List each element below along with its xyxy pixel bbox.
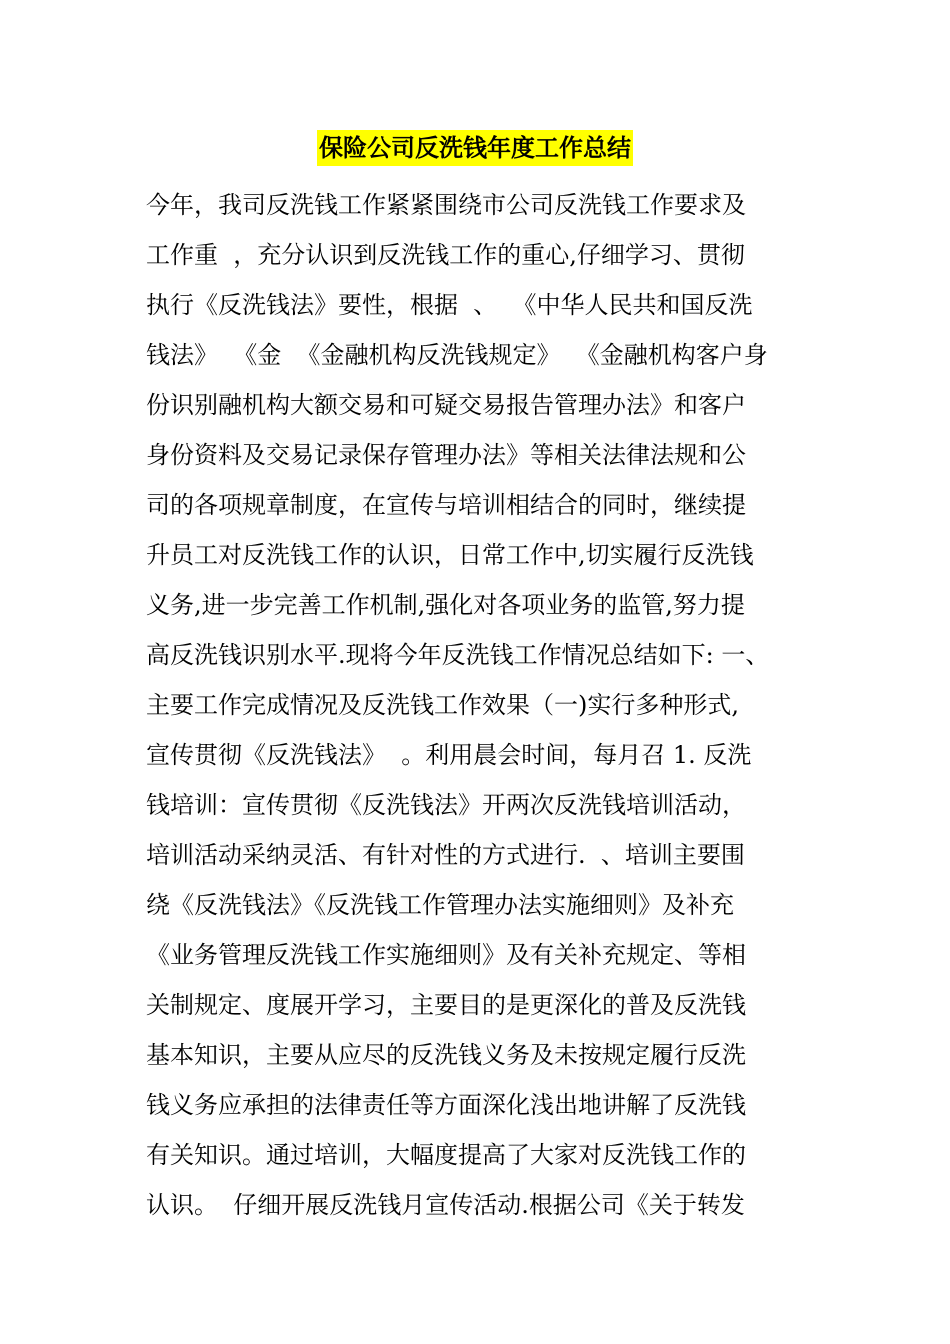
body-line: 份识别融机构大额交易和可疑交易报告管理办法》和客户: [146, 391, 746, 419]
document-body: [146, 180, 846, 1230]
body-line: 培训活动采纳灵活、有针对性的方式进行. 、培训主要围: [146, 841, 745, 869]
body-line: 执行《反洗钱法》要性，根据 、 《中华人民共和国反洗: [146, 291, 753, 319]
body-line: 宣传贯彻《反洗钱法》 。利用晨会时间，每月召 1. 反洗: [146, 741, 752, 769]
body-line: 关制规定、度展开学习，主要目的是更深化的普及反洗钱: [146, 991, 746, 1019]
title-container: [0, 130, 950, 166]
body-line: 钱义务应承担的法律责任等方面深化浅出地讲解了反洗钱: [146, 1091, 746, 1119]
body-line: 工作重 ，充分认识到反洗钱工作的重心,仔细学习、贯彻: [146, 241, 745, 269]
body-line: 绕《反洗钱法》《反洗钱工作管理办法实施细则》及补充: [146, 891, 734, 919]
body-line: 今年，我司反洗钱工作紧紧围绕市公司反洗钱工作要求及: [146, 191, 746, 219]
document-title: 保险公司反洗钱年度工作总结: [317, 130, 633, 166]
body-line: 身份资料及交易记录保存管理办法》等相关法律法规和公: [146, 441, 746, 469]
body-line: 主要工作完成情况及反洗钱工作效果（一)实行多种形式,: [146, 691, 739, 719]
body-line: 钱培训：宣传贯彻《反洗钱法》开两次反洗钱培训活动，: [146, 791, 746, 819]
body-line: 升员工对反洗钱工作的认识，日常工作中,切实履行反洗钱: [146, 541, 754, 569]
body-line: 钱法》 《金 《金融机构反洗钱规定》 《金融机构客户身: [146, 341, 768, 369]
body-line: 基本知识，主要从应尽的反洗钱义务及未按规定履行反洗: [146, 1041, 746, 1069]
body-line: 《业务管理反洗钱工作实施细则》及有关补充规定、等相: [146, 941, 746, 969]
body-line: 有关知识。通过培训，大幅度提高了大家对反洗钱工作的: [146, 1141, 746, 1169]
body-line: 高反洗钱识别水平.现将今年反洗钱工作情况总结如下: 一、: [146, 641, 770, 669]
body-line: 义务,进一步完善工作机制,强化对各项业务的监管,努力提: [146, 591, 745, 619]
body-line: 司的各项规章制度，在宣传与培训相结合的同时，继续提: [146, 491, 746, 519]
body-line: 认识。 仔细开展反洗钱月宣传活动.根据公司《关于转发: [146, 1191, 745, 1219]
